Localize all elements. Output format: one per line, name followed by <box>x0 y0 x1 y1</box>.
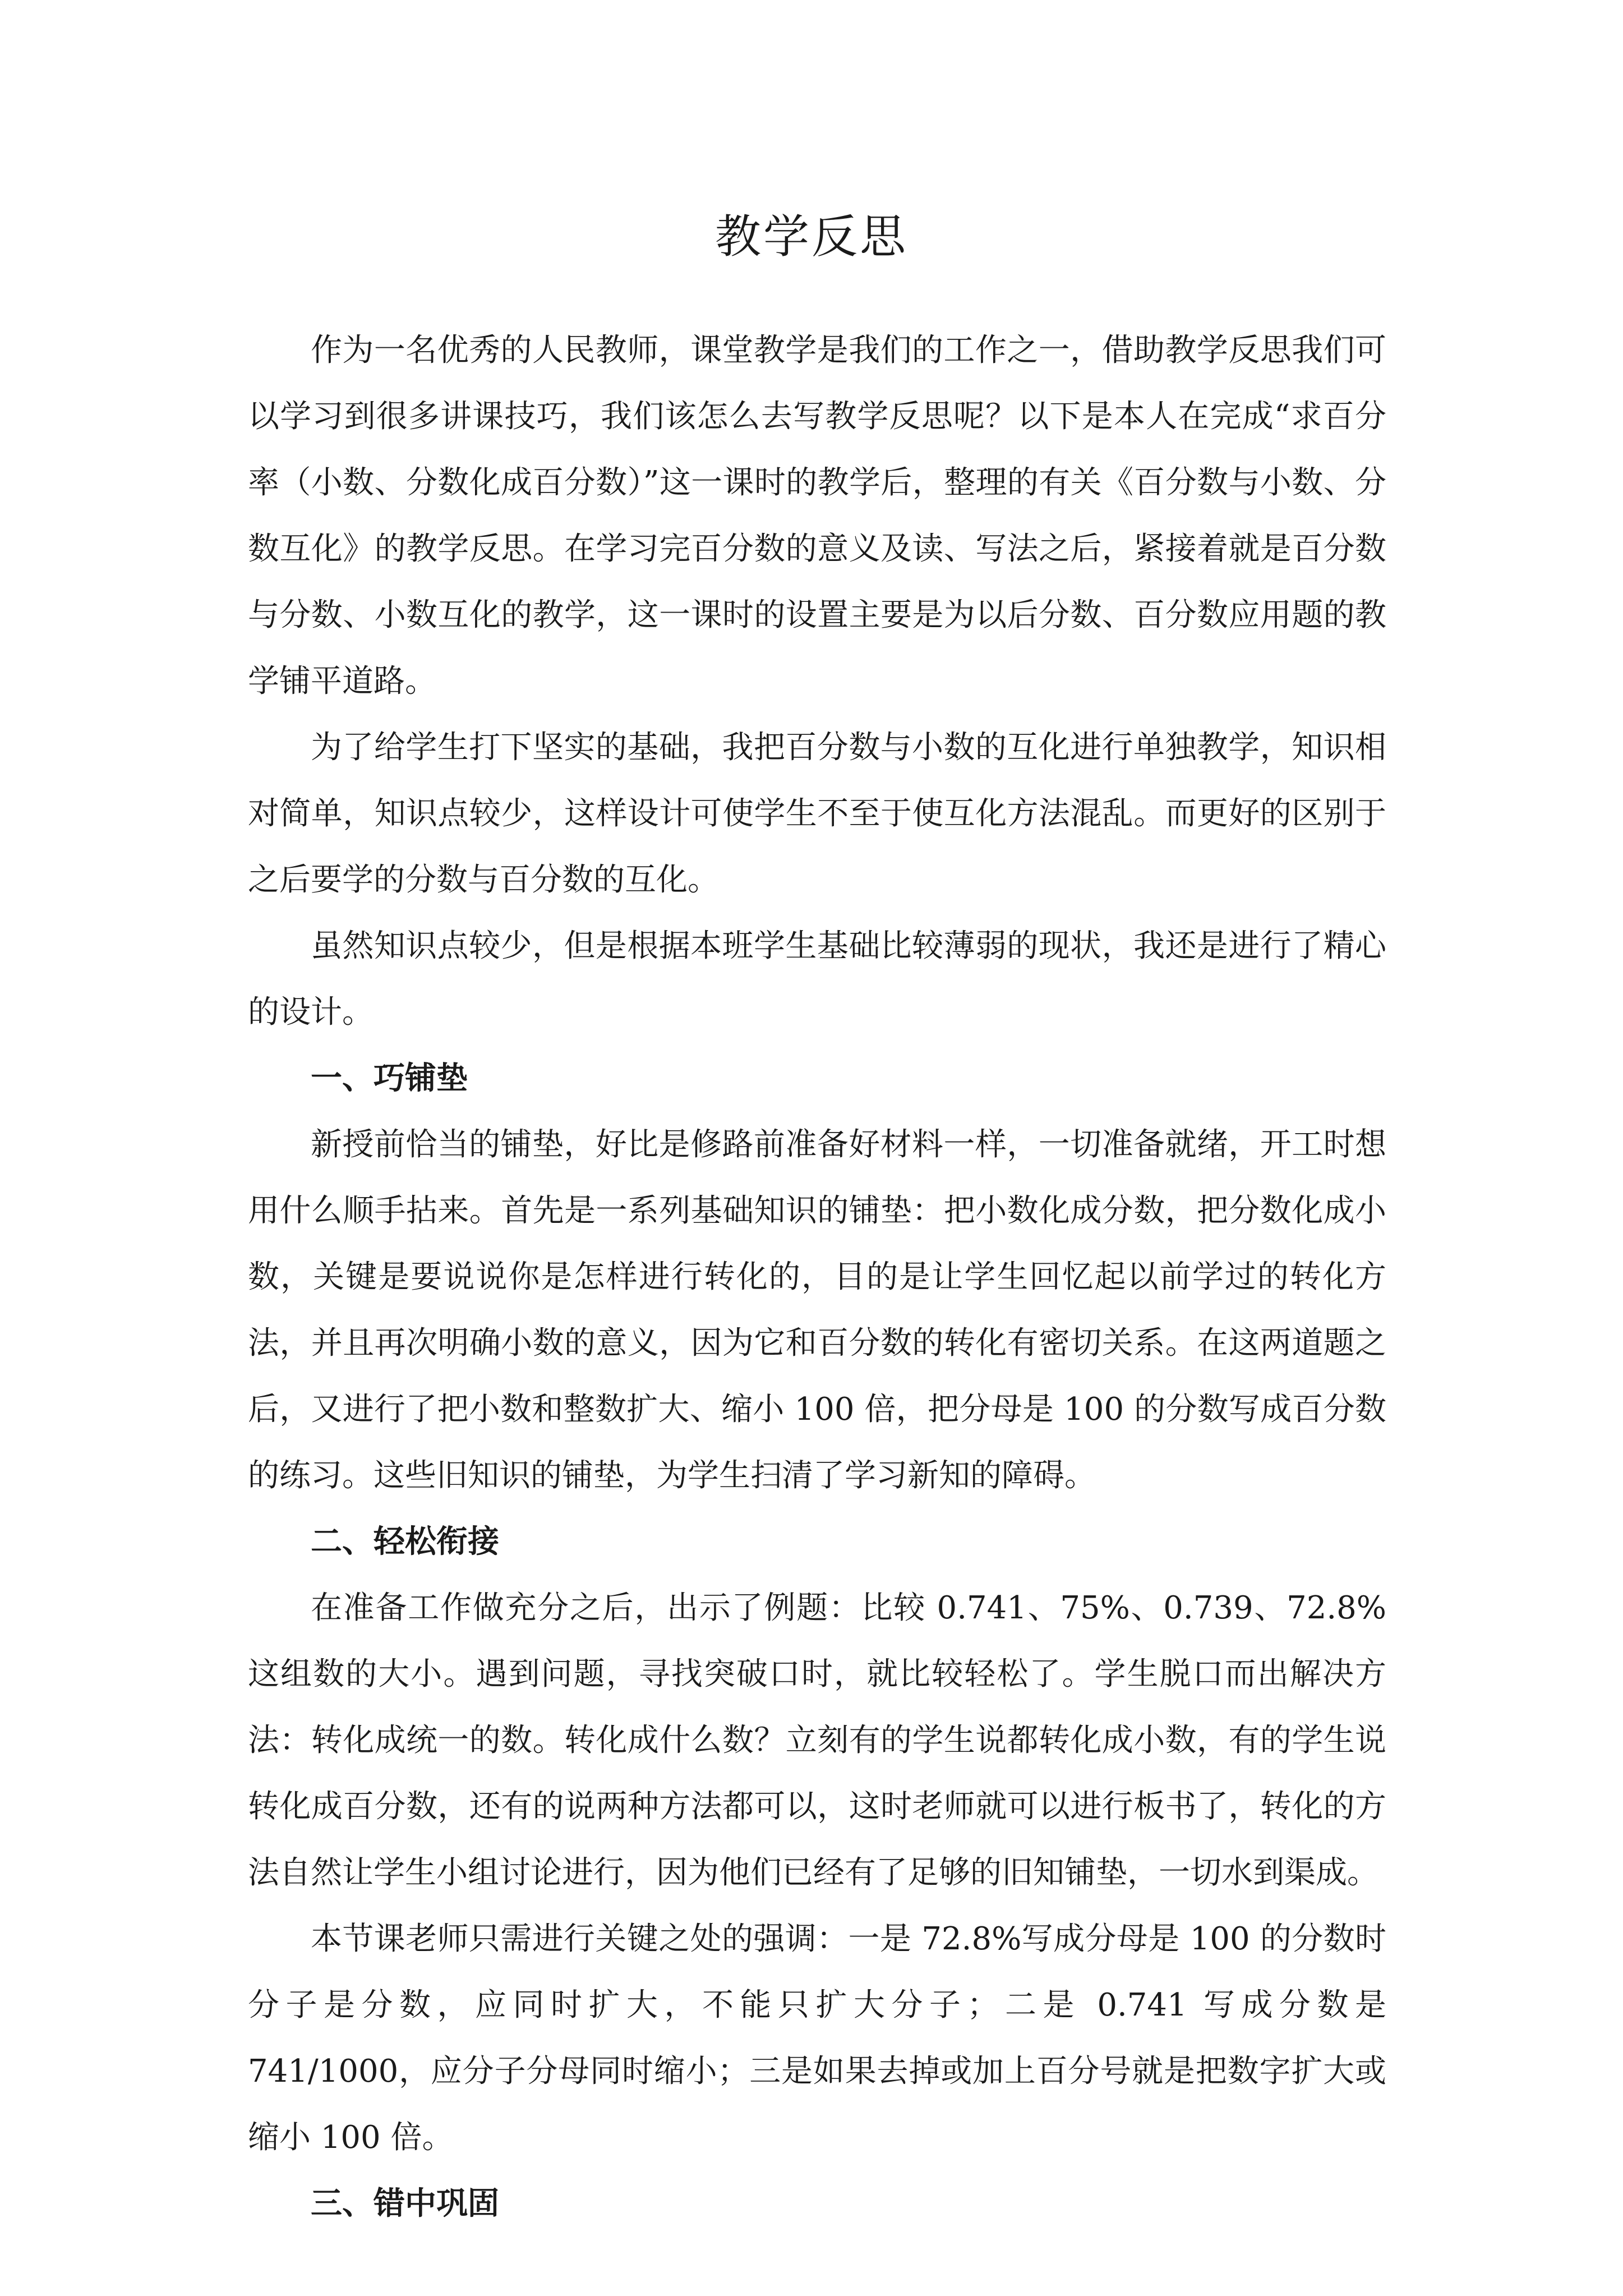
section-heading-1: 一、巧铺垫 <box>311 1060 468 1097</box>
paragraph-section-2b: 本节课老师只需进行关键之处的强调：一是 72.8%写成分母是 100 的分数时分子是分数，应同时扩大，不能只扩大分子；二是 0.741 写成分数是 741/1000，应分子分母同时缩小；三是如果去掉或加上百分号就是把数字扩大或缩小 100 倍。 <box>248 1921 1386 2156</box>
paragraph-design: 虽然知识点较少，但是根据本班学生基础比较薄弱的现状，我还是进行了精心的设计。 <box>248 928 1386 1030</box>
paragraph-intro: 作为一名优秀的人民教师，课堂教学是我们的工作之一，借助教学反思我们可以学习到很多讲课技巧，我们该怎么去写教学反思呢？以下是本人在完成“求百分率（小数、分数化成百分数）”这一课时的教学后，整理的有关《百分数与小数、分数互化》的教学反思。在学习完百分数的意义及读、写法之后，紧接着就是百分数与分数、小数互化的教学，这一课时的设置主要是为以后分数、百分数应用题的教学铺平道路。 <box>248 332 1386 700</box>
paragraph-foundation: 为了给学生打下坚实的基础，我把百分数与小数的互化进行单独教学，知识相对简单，知识点较少，这样设计可使学生不至于使互化方法混乱。而更好的区别于之后要学的分数与百分数的互化。 <box>248 729 1386 898</box>
document-title: 教学反思 <box>714 210 908 264</box>
section-heading-3: 三、错中巩固 <box>311 2185 499 2222</box>
section-heading-2: 二、轻松衔接 <box>311 1524 499 1560</box>
document-body <box>248 318 1386 2237</box>
paragraph-section-1: 新授前恰当的铺垫，好比是修路前准备好材料一样，一切准备就绪，开工时想用什么顺手拈来。首先是一系列基础知识的铺垫：把小数化成分数，把分数化成小数，关键是要说说你是怎样进行转化的，目的是让学生回忆起以前学过的转化方法，并且再次明确小数的意义，因为它和百分数的转化有密切关系。在这两道题之后，又进行了把小数和整数扩大、缩小 100 倍，把分母是 100 的分数写成百分数的练习。这些旧知识的铺垫，为学生扫清了学习新知的障碍。 <box>248 1126 1386 1494</box>
paragraph-section-2a: 在准备工作做充分之后，出示了例题：比较 0.741、75%、0.739、72.8%这组数的大小。遇到问题，寻找突破口时，就比较轻松了。学生脱口而出解决方法：转化成统一的数。转化成什么数？立刻有的学生说都转化成小数，有的学生说转化成百分数，还有的说两种方法都可以，这时老师就可以进行板书了，转化的方法自然让学生小组讨论进行，因为他们已经有了足够的旧知铺垫，一切水到渠成。 <box>248 1590 1386 1891</box>
